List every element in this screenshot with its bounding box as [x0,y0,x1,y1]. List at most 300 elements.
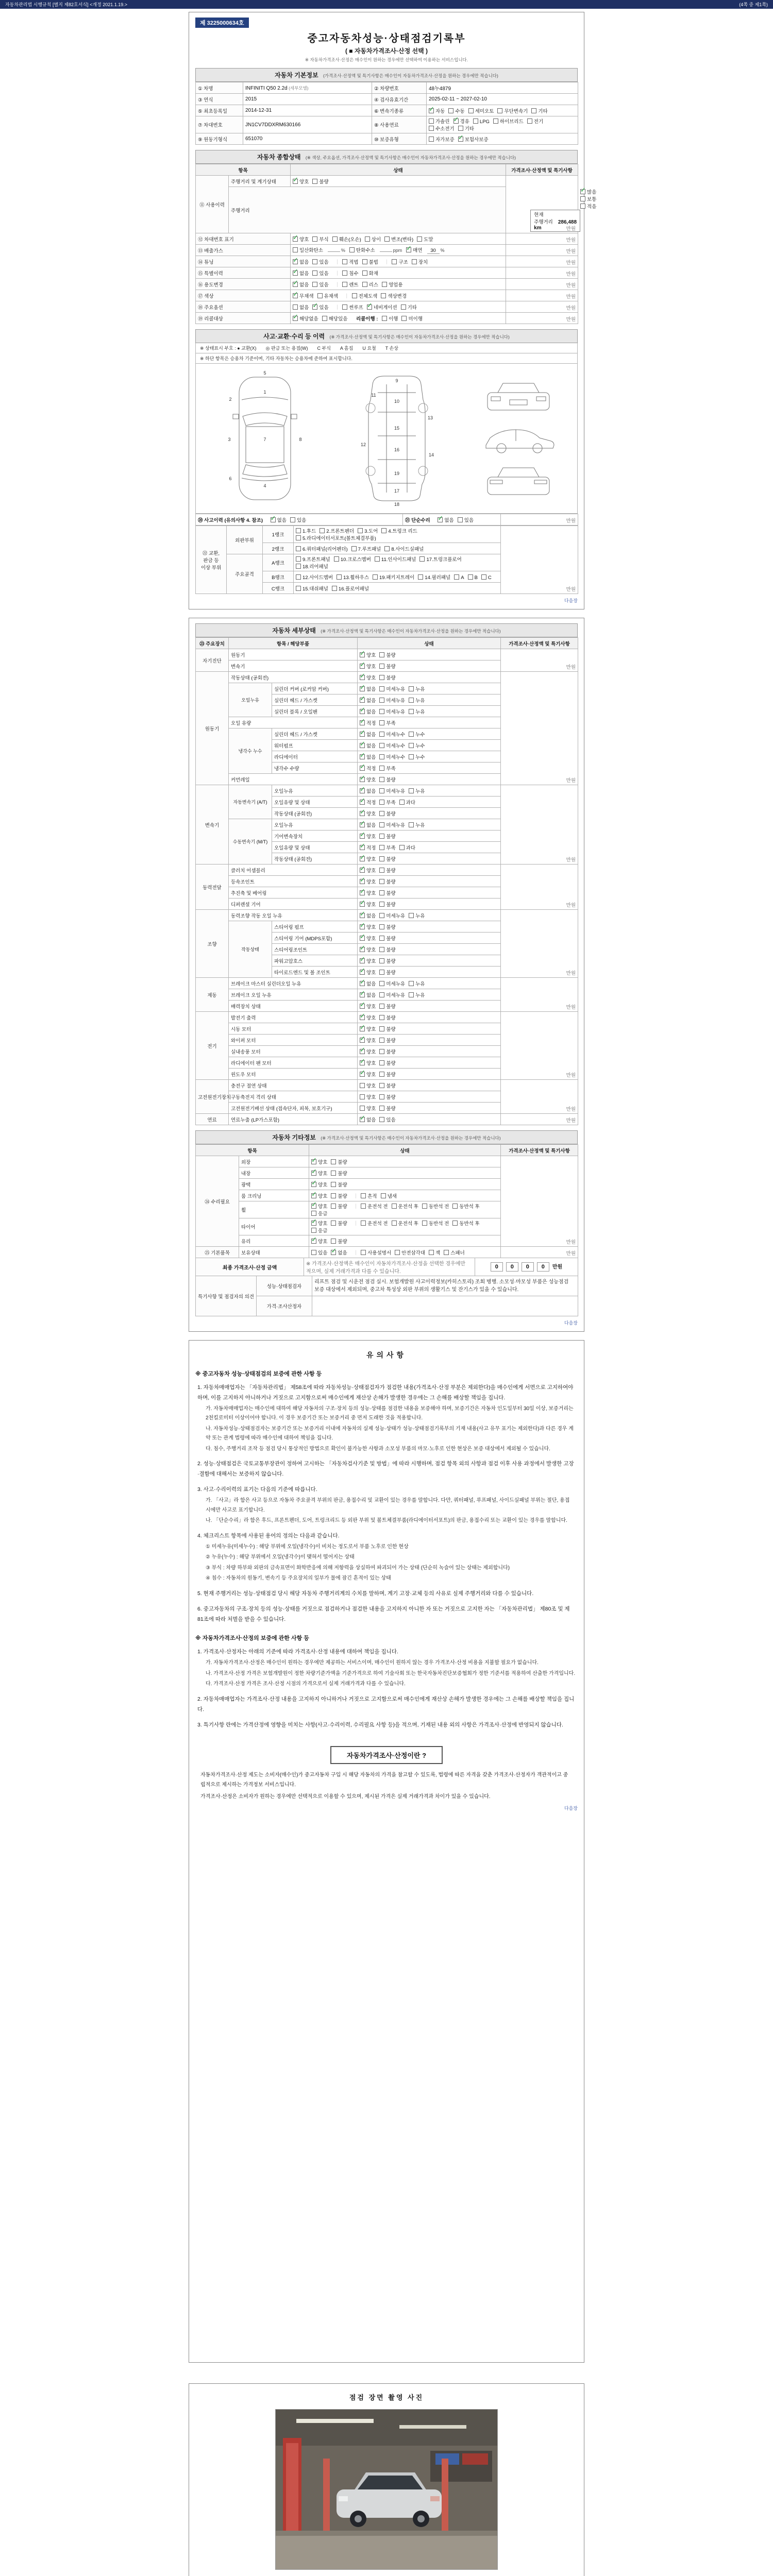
checkbox-option [342,269,358,277]
rank-label: 1랭크 [263,526,294,543]
field-value [427,105,578,116]
row-label: 주행거리 [229,187,506,233]
detail-state-table [195,637,578,1125]
status-cell [358,649,501,660]
checkbox-option [379,765,395,772]
next-page-link[interactable]: 다음장 [564,598,578,603]
option-label: 누유 [415,686,425,692]
checkbox-option [401,315,423,322]
checkbox-option [312,281,328,288]
row-label: ⑭ 튜닝 [196,256,291,267]
options-divider: ｜ [334,282,340,288]
option-label: 양호 [318,1182,328,1188]
checkbox-option [401,303,417,311]
checkbox-option [379,844,395,851]
status-cell [358,831,501,842]
option-label: 미세누유 [386,788,406,794]
options-group [360,902,399,908]
checkbox-icon [527,118,532,124]
checkbox-option [349,246,375,253]
remark-author-label: 성능·상태점검자 [257,1276,312,1296]
item-label: 작동상태 (공회전) [229,672,358,683]
checkbox-icon [379,1060,384,1065]
option-label: 과다 [406,800,416,806]
item-label: 스티어링 펌프 [272,921,358,933]
checkbox-icon [417,236,422,242]
checkbox-icon [296,546,301,551]
options-group [360,857,399,862]
field-label: ② 차량번호 [372,82,427,94]
section-basic-note: (가격조사·산정액 및 특기사항은 매수인이 자동차가격조사·산정을 원하는 경우에만 적습니다) [323,73,498,78]
checkbox-option [312,269,328,277]
options-group [360,811,399,817]
checkbox-option [379,969,395,976]
checkbox-icon [296,586,301,591]
checkbox-option [296,527,316,534]
checkbox-checked-icon [311,1221,316,1226]
option-label: 전체도색 [358,293,378,299]
price-cell: 만원 [501,1114,578,1125]
checkbox-option [379,991,405,998]
item-label: 냉각수 수량 [272,762,358,774]
checkbox-option [293,281,309,288]
column-header-state: 상태 [309,1145,501,1156]
checkbox-option [293,258,309,265]
remark-author-label: 가격·조사산정자 [257,1296,312,1316]
option-label: 양호 [366,879,376,885]
checkbox-checked-icon [293,316,298,321]
checkbox-icon [381,1193,386,1198]
checkbox-icon [379,777,384,782]
device-group-label: 연료 [196,1114,229,1125]
options-group [311,1160,351,1165]
checkbox-option [332,585,369,592]
checkbox-option [293,178,309,185]
notice-part-title: ※ 중고자동차 성능·상태점검의 보증에 관한 사항 등 [195,1371,322,1377]
options-group [360,947,399,953]
checkbox-option [360,833,376,840]
field-value-text: 2025-02-11 ~ 2027-02-10 [429,96,487,102]
status-cell [358,887,501,899]
checkbox-checked-icon [360,879,365,884]
section-accident-note: (※ 가격조사·산정액 및 특기사항은 매수인이 자동차가격조사·산정을 원하는 경우에만 적습니다) [329,334,510,340]
notice-part-title: ※ 자동차가격조사·산정의 보증에 관한 사항 등 [195,1635,309,1642]
option-label: 양호 [366,890,376,896]
option-label: 보험사보증 [464,137,489,143]
option-label: 수동 [455,108,465,114]
checkbox-option [360,674,376,681]
option-label: 없음 [366,698,376,704]
checkbox-icon [418,574,423,580]
checkbox-option [399,844,415,851]
field-label: ⑧ 사용연료 [372,116,427,133]
options-group [360,766,399,772]
checkbox-icon [419,556,425,562]
options-group [311,1194,400,1199]
status-cell [358,1114,501,1125]
simple-repair-label: ㉑ 단순수리 [405,517,435,523]
checkbox-checked-icon [293,270,298,276]
panel-number-label: 8 [299,437,302,442]
status-cell [358,944,501,955]
option-label: 누수 [415,732,425,738]
checkbox-icon [409,981,414,986]
checkbox-option [382,281,403,288]
option-label: 불량 [386,924,396,930]
option-label: 불량 [386,902,396,908]
checkbox-checked-icon [360,811,365,816]
checkbox-option [360,708,376,715]
status-cell [358,683,501,694]
checkbox-option [360,1082,376,1089]
checkbox-icon [331,1171,336,1176]
options-group [360,675,399,681]
checkbox-option [379,1037,395,1044]
option-label: 16.플로어패널 [338,586,369,592]
checkbox-icon [384,546,390,551]
option-label: 기타 [464,126,475,132]
checkbox-icon [375,556,380,562]
remark-table [195,1276,578,1316]
checkbox-icon [322,316,327,321]
option-label: 불량 [386,777,396,783]
panel-number-label: 2 [229,397,232,402]
option-label: 부족 [386,766,396,772]
section-basic-header [195,68,578,82]
checkbox-icon [361,1221,366,1226]
checkbox-icon [580,204,585,209]
checkbox-option [360,980,376,987]
status-cell [358,1091,501,1103]
option-label: 미세누유 [386,709,406,715]
option-label: 양호 [366,1060,376,1066]
checkbox-icon [392,1204,397,1209]
checkbox-icon [379,1015,384,1020]
checkbox-checked-icon [311,1204,316,1209]
option-label: 누수 [415,743,425,749]
checkbox-icon [296,535,301,540]
section-detail-note: (※ 가격조사·산정액 및 특기사항은 매수인이 자동차가격조사·산정을 원하는 경우에만 적습니다) [321,629,501,634]
option-label: 잭 [435,1250,441,1256]
options-group [360,823,428,828]
checkbox-option [379,957,395,964]
checkbox-option [360,719,376,726]
checkbox-icon [454,574,459,580]
field-label: ① 차명 [196,82,243,94]
checkbox-option [379,821,405,828]
panel-number-label: 18 [394,502,400,507]
option-label: B [474,574,478,581]
options-group [360,993,428,998]
remark-text [312,1296,578,1316]
item-label: 등속조인트 [229,876,358,887]
other-info-row [196,1247,578,1258]
checkbox-icon [334,556,339,562]
option-label: 양호 [366,1049,376,1055]
options-group [360,913,428,919]
checkbox-icon [351,546,357,551]
checkbox-option [379,708,405,715]
price-digit: 0 [491,1262,503,1272]
item-label: 동력조향 작동 오일 누유 [229,910,358,921]
checkbox-option [379,697,405,704]
checkbox-option [361,1202,388,1210]
option-label: C [488,574,492,581]
option-label: 구조 [398,259,408,265]
checkbox-option [409,821,425,828]
checkbox-option [419,555,461,563]
field-value-note: (세부모델) [287,85,309,91]
checkbox-icon [381,293,386,298]
checkbox-checked-icon [311,1159,316,1164]
checkbox-icon [379,664,384,669]
option-label: 2.프론트펜더 [326,529,355,534]
options-group [360,732,428,738]
panel-number-label: 1 [263,389,266,395]
status-cell [358,989,501,1001]
option-label: 양호 [299,236,309,243]
checkbox-option [360,787,376,794]
item-label: 변속기 [229,660,358,672]
option-label: 18.리어패널 [303,564,328,570]
item-subgroup-label: 냉각수 누수 [229,728,272,774]
checkbox-icon [379,720,384,725]
checkbox-checked-icon [438,517,443,522]
item-subgroup-label: 오일누유 [229,683,272,717]
options-group [382,316,426,322]
checkbox-option [367,303,397,311]
column-header-item: 항목 / 해당부품 [229,638,358,649]
checkbox-option [409,708,425,715]
checkbox-option [409,787,425,794]
field-label: ③ 연식 [196,94,243,105]
option-label: 19.패키지트레이 [379,574,415,581]
status-cell [291,313,506,324]
checkbox-option [379,1003,395,1010]
checkbox-icon [312,179,317,184]
notice-item: 2. 자동차매매업자는 가격조사·산정 내용을 고지하지 아니하거나 거짓으로 고지함으로써 매수인에게 재산상 손해가 발생한 경우에는 그 손해를 배상할 책임을 집니다. [197,1696,575,1713]
checkbox-icon [422,1204,427,1209]
topbar-left-text: 자동차관리법 시행규칙 [별지 제82호서식] <개정 2021.1.19.> [5,2,128,7]
simple-repair-cell [403,514,501,526]
checkbox-option [392,1202,418,1210]
field-label: ⑤ 최초등록일 [196,105,243,116]
option-label: 미세누수 [386,732,406,738]
option-label: 누유 [415,981,425,987]
checkbox-icon [379,1106,384,1111]
option-label: 없음 [366,788,376,794]
checkbox-option [379,889,395,896]
row-label: ⑫ 차대번호 표기 [196,233,291,245]
options-divider: ｜ [334,270,340,277]
checkbox-checked-icon [293,259,298,264]
option-label: 불량 [386,970,396,976]
options-group [360,687,428,692]
next-page-link[interactable]: 다음장 [564,1805,578,1811]
next-page-link[interactable]: 다음장 [564,1320,578,1326]
item-label: 와이퍼 모터 [229,1035,358,1046]
status-cell [358,1001,501,1012]
status-cell [358,921,501,933]
checkbox-icon [379,1094,384,1099]
comprehensive-row [196,290,578,301]
checkbox-icon [331,1204,336,1209]
option-label: 양호 [366,1038,376,1044]
option-label: 동반석 후 [459,1221,480,1227]
checkbox-option [452,1202,479,1210]
options-group [360,1095,399,1100]
option-label: 양호 [318,1171,328,1177]
panel-exchange-table [195,526,578,594]
option-label: 없음 [366,743,376,749]
detail-row [196,865,578,876]
item-label: 디퍼렌셜 기어 [229,899,358,910]
checkbox-option [384,545,424,552]
checkbox-icon [379,788,384,793]
option-label: 9.프론트패널 [303,557,330,563]
checkbox-option [342,281,358,288]
checkbox-icon [349,247,355,252]
checkbox-option [422,1202,449,1210]
status-cell [358,796,501,808]
panel-items-cell [294,554,501,571]
field-label: ⑦ 차대번호 [196,116,243,133]
option-label: 양호 [366,902,376,908]
option-label: 누유 [415,992,425,998]
checkbox-option [453,117,469,125]
checkbox-option [312,303,328,311]
option-label: 상이 [371,236,381,243]
options-group [293,316,351,322]
checkbox-option [429,1249,440,1256]
status-cell [358,967,501,978]
checkbox-icon [458,126,463,131]
checkbox-icon [379,936,384,941]
checkbox-option [360,912,376,919]
checkbox-icon [379,890,384,895]
notice-subitem: 가. 「사고」라 함은 사고 등으로 자동차 주요골격 부위의 판금, 용접수리 및 교환이 있는 경우를 말합니다. 다만, 쿼터패널, 루프패널, 사이드실패널 부위는 절단, 용접 시에만 사고로 표기합니다. [206,1498,570,1513]
checkbox-icon [379,652,384,657]
option-label: 냄새 [387,1193,397,1199]
status-cell [309,1156,501,1167]
checkbox-icon [362,282,367,287]
price-cell: 만원 [501,1156,578,1247]
section-detail-header [195,623,578,637]
option-label: 없음 [366,1117,376,1123]
rank-label: B랭크 [263,571,294,583]
option-label: 양호 [366,675,376,681]
checkbox-option [362,281,378,288]
notices-title: 유의사항 [366,1351,407,1359]
detail-row [196,672,578,683]
checkbox-checked-icon [360,913,365,918]
measurement-value [328,251,340,252]
device-group-label: 고전원전기장치 [196,1080,229,1114]
checkbox-option [360,1048,376,1055]
option-label: 없음 [299,259,309,265]
device-group-label: 자기진단 [196,649,229,672]
odometer-label: 현재 주행거리 [534,212,553,225]
option-label: 가솔린 [435,119,450,125]
panel-number-label: 16 [394,447,400,452]
device-group-label: 제동 [196,978,229,1012]
item-label: 클러치 어셈블리 [229,865,358,876]
price-cell: 만원 [506,176,578,233]
final-price-value [475,1258,578,1276]
status-cell [309,1218,501,1235]
status-cell [358,706,501,717]
checkbox-option [409,685,425,692]
checkbox-icon [379,981,384,986]
checkbox-option [458,125,474,132]
comprehensive-row [196,279,578,290]
field-label: ④ 검사유효기간 [372,94,427,105]
option-label: 불량 [386,1060,396,1066]
checkbox-option [296,555,330,563]
option-label: 불량 [386,652,396,658]
checkbox-option [290,516,306,523]
checkbox-icon [342,304,347,310]
checkbox-checked-icon [360,709,365,714]
status-cell [358,694,501,706]
checkbox-option [379,901,395,908]
basic-info-row [196,94,578,105]
checkbox-option [429,117,450,125]
checkbox-checked-icon [293,236,298,242]
item-label: 파워고압호스 [272,955,358,967]
notice-item: 6. 중고자동차의 구조·장치 등의 성능·상태를 거짓으로 점검하거나 점검한 내용을 고지하지 아니한 자 또는 거짓으로 고지한 자는 「자동차관리법」 제80조 및 제81조에 따라 처벌을 받을 수 있습니다. [197,1605,570,1622]
row-label: 주행거리 및 계기상태 [229,176,291,187]
price-cell: 만원 [501,865,578,910]
price-cell: 만원 [501,1247,578,1258]
checkbox-option [360,753,376,760]
option-label: 매연 [413,248,423,253]
option-label: 불량 [386,868,396,874]
option-label: 3.도어 [364,529,378,534]
table-header-row [196,638,578,649]
item-subgroup-label: 작동상태 [229,921,272,978]
option-label: 미세누유 [386,686,406,692]
option-label: 있음 [319,304,329,311]
options-group [311,1221,483,1234]
panel-items-cell [294,543,501,554]
checkbox-checked-icon [311,1182,316,1187]
option-label: 8.사이드실패널 [391,546,424,552]
options-group [438,518,477,523]
option-label: 양호 [318,1193,328,1199]
checkbox-option [438,516,453,523]
option-label: 수소전기 [435,126,455,132]
field-value [427,116,578,133]
checkbox-checked-icon [293,179,298,184]
option-label: 전기 [533,119,544,125]
option-label: 5.라디에이터서포트(볼트체결부품) [303,536,376,541]
section-accident-title: 사고·교환·수리 등 이력 [263,333,325,340]
checkbox-option [473,118,490,125]
price-cell: 만원 [506,256,578,267]
checkbox-icon [580,196,585,201]
checkbox-icon [311,1228,316,1233]
checkbox-option [409,731,425,738]
option-label: 색상변경 [388,293,407,299]
checkbox-option [392,258,408,265]
item-label: 스티어링조인트 [272,944,358,955]
status-cell [358,1057,501,1069]
checkbox-icon [379,845,384,850]
top-bar [0,0,773,9]
checkbox-icon [296,574,301,580]
option-label: 양호 [366,652,376,658]
